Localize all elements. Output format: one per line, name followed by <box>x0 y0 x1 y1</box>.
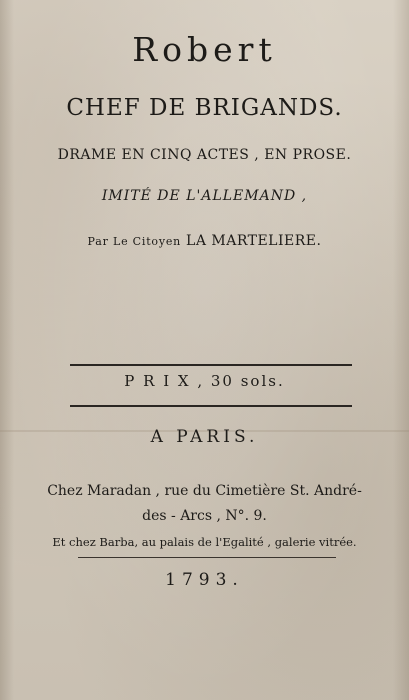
price-rule-bottom <box>70 405 352 407</box>
book-subtitle: CHEF DE BRIGANDS. <box>66 95 343 121</box>
price-rule-top <box>70 364 352 366</box>
publication-year: 1793. <box>165 570 244 590</box>
author-name: LA MARTELIERE. <box>186 233 322 249</box>
year-rule <box>78 557 336 558</box>
price-line: P R I X , 30 sols. <box>124 372 285 390</box>
author-line <box>0 233 409 249</box>
publisher-line-1: Chez Maradan , rue du Cimetière St. André- <box>47 483 362 499</box>
imprint-city: A PARIS. <box>150 427 259 447</box>
publisher-line-3: Et chez Barba, au palais de l'Egalité , galerie vitrée. <box>52 535 357 549</box>
publisher-line-2: des - Arcs , N°. 9. <box>142 508 267 524</box>
author-prefix: Par Le Citoyen <box>87 235 182 248</box>
genre-line: DRAME EN CINQ ACTES , EN PROSE. <box>57 147 352 163</box>
imitation-note: IMITÉ DE L'ALLEMAND , <box>101 188 308 204</box>
book-title: Robert <box>132 30 277 69</box>
